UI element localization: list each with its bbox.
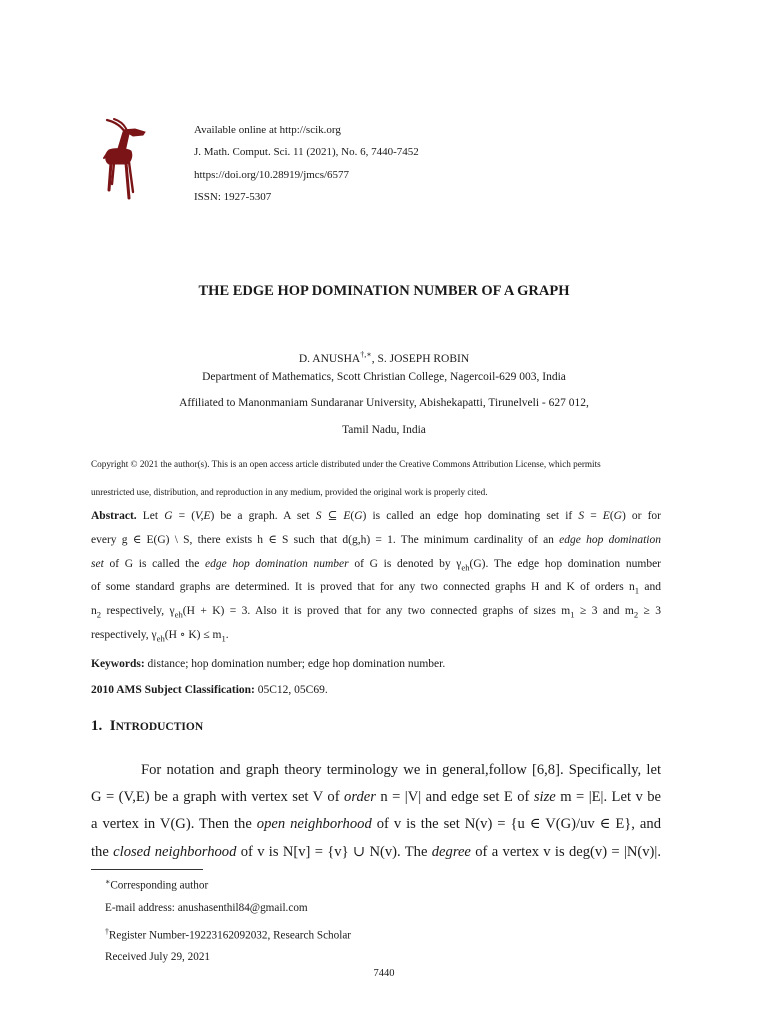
intro-line-4 [91, 839, 661, 866]
keywords-label: Keywords: [91, 658, 145, 670]
abstract-text: . [225, 628, 229, 641]
abstract-text: of G is denoted by γ [348, 557, 462, 570]
abstract-math: G [164, 510, 173, 522]
abstract-subscript: 1 [634, 585, 640, 596]
abstract-text: every g ∈ E(G) \ S, there exists h ∈ S such that d(g,h) = 1. The minimum cardinality of an [91, 533, 560, 546]
abstract-line-5 [91, 600, 661, 624]
footnote-text: Register Number-19223162092032, Research Scholar [108, 929, 352, 942]
abstract-subscript: eh [156, 633, 165, 644]
footnote-rule [91, 869, 203, 870]
abstract-text: (H ∘ K) ≤ m [164, 628, 222, 641]
abstract-subscript: eh [461, 561, 470, 572]
abstract-line-6 [91, 624, 661, 648]
abstract-text: ≥ 3 [638, 605, 661, 618]
intro-line-1: For notation and graph theory terminology we in general,follow [6,8]. Specifically, let [141, 762, 661, 778]
copyright-line-1: Copyright © 2021 the author(s). This is an open access article distributed under the Creative Commons Attribution License, which permits [91, 459, 601, 469]
abstract-math: G [613, 510, 622, 522]
abstract-text: of some standard graphs are determined. It is proved that for any two connected graphs H and K of orders n [91, 581, 635, 594]
abstract-text: ⊆ [321, 510, 344, 522]
intro-line-2 [91, 784, 661, 811]
paper-title: THE EDGE HOP DOMINATION NUMBER OF A GRAPH [198, 283, 570, 299]
abstract-text: n [91, 605, 97, 618]
abstract-subscript: 2 [633, 609, 639, 620]
abstract-emphasis: set [91, 557, 104, 570]
abstract-text: respectively, γ [101, 605, 175, 618]
abstract-text: of G is called the [103, 557, 206, 570]
section-title-smallcaps: NTRODUCTION [115, 721, 204, 733]
abstract-math: S [315, 510, 322, 522]
intro-text: of v is N[v] = {v} ∪ N(v). The [236, 843, 432, 860]
abstract-text: (H + K) = 3. Also it is proved that for any two connected graphs of sizes m [182, 605, 571, 618]
abstract-line-4 [91, 576, 661, 600]
abstract-text: = ( [172, 510, 196, 522]
keywords [91, 658, 445, 670]
ams-classification [91, 684, 328, 696]
intro-text: of v is the set N(v) = {u ∈ V(G)/uv ∈ E}, and [371, 816, 661, 833]
available-online-link[interactable]: Available online at http://scik.org [194, 124, 341, 136]
author-1: D. ANUSHA [298, 352, 361, 365]
intro-text: of a vertex v is deg(v) = |N(v)|. [470, 843, 661, 860]
abstract-text: respectively, γ [91, 628, 157, 641]
abstract-text: = [584, 510, 603, 522]
affiliation-line-1: Department of Mathematics, Scott Christian College, Nagercoil-629 003, India [202, 371, 566, 383]
abstract-emphasis: edge hop domination [559, 533, 661, 546]
abstract-subscript: 1 [221, 633, 226, 644]
intro-text: n = |V| and edge set E of [375, 789, 534, 806]
intro-emphasis: closed neighborhood [113, 843, 237, 860]
intro-emphasis: degree [431, 843, 471, 860]
affiliation-line-3: Tamil Nadu, India [342, 424, 426, 436]
ams-label: 2010 AMS Subject Classification: [91, 684, 255, 696]
journal-citation: J. Math. Comput. Sci. 11 (2021), No. 6, 7440-7452 [194, 146, 419, 158]
intro-emphasis: size [533, 789, 556, 806]
abstract-line-1 [91, 505, 661, 529]
intro-text: the [91, 843, 114, 860]
affiliation-line-2: Affiliated to Manonmaniam Sundaranar University, Abishekapatti, Tirunelveli - 627 012, [179, 397, 589, 409]
abstract-math: G [354, 510, 363, 522]
abstract-math: V,E [195, 510, 211, 522]
abstract-emphasis: edge hop domination number [205, 557, 349, 570]
abstract-math: E [343, 510, 351, 522]
abstract-text: ≥ 3 and m [574, 605, 634, 618]
abstract [91, 505, 661, 648]
keywords-text: distance; hop domination number; edge hop domination number. [144, 658, 446, 670]
abstract-subscript: 1 [570, 609, 575, 620]
abstract-text: ) or for [621, 510, 661, 522]
abstract-text: and [639, 581, 661, 594]
author-1-marks: †,∗ [360, 350, 372, 359]
intro-emphasis: order [344, 789, 376, 806]
abstract-math: E [602, 510, 610, 522]
author-2: , S. JOSEPH ROBIN [371, 352, 470, 365]
section-number: 1. [91, 718, 103, 734]
intro-text: G = (V,E) be a graph with vertex set V of [91, 789, 345, 806]
doi-link[interactable]: https://doi.org/10.28919/jmcs/6577 [194, 169, 350, 181]
intro-line-3 [91, 811, 661, 838]
introduction-paragraph [91, 757, 661, 866]
abstract-text: ) is called an edge hop dominating set if [362, 510, 579, 522]
abstract-subscript: 2 [96, 609, 102, 620]
abstract-text: (G). The edge hop domination number [469, 557, 662, 570]
footnote-email[interactable]: E-mail address: anushasenthil84@gmail.com [105, 902, 308, 914]
intro-text: a vertex in V(G). Then the [91, 816, 257, 833]
abstract-line-3 [91, 553, 661, 577]
abstract-text: Let [142, 510, 165, 522]
footnote-mark: ∗ [105, 877, 111, 886]
footnote-mark: † [105, 927, 109, 936]
journal-logo-gazelle [95, 118, 157, 202]
abstract-text: ) be a graph. A set [210, 510, 316, 522]
abstract-math: S [578, 510, 585, 522]
section-title-initial: I [109, 718, 116, 734]
abstract-subscript: eh [174, 609, 183, 620]
abstract-text: ( [609, 510, 614, 522]
copyright-line-2: unrestricted use, distribution, and reproduction in any medium, provided the original work is properly cited. [91, 487, 488, 497]
footnote-register [105, 927, 351, 942]
footnote-corresponding [105, 877, 208, 892]
intro-text: m = |E|. Let v be [555, 789, 661, 806]
page-number: 7440 [373, 968, 395, 979]
ams-text: 05C12, 05C69. [254, 684, 328, 696]
abstract-label: Abstract. [91, 510, 137, 522]
section-heading-introduction [91, 718, 203, 735]
abstract-text: ( [350, 510, 355, 522]
intro-emphasis: open neighborhood [256, 816, 372, 833]
author-list [0, 350, 768, 365]
footnote-text: Corresponding author [110, 879, 209, 892]
issn: ISSN: 1927-5307 [194, 191, 272, 203]
abstract-line-2 [91, 529, 661, 553]
footnote-received: Received July 29, 2021 [105, 951, 211, 963]
